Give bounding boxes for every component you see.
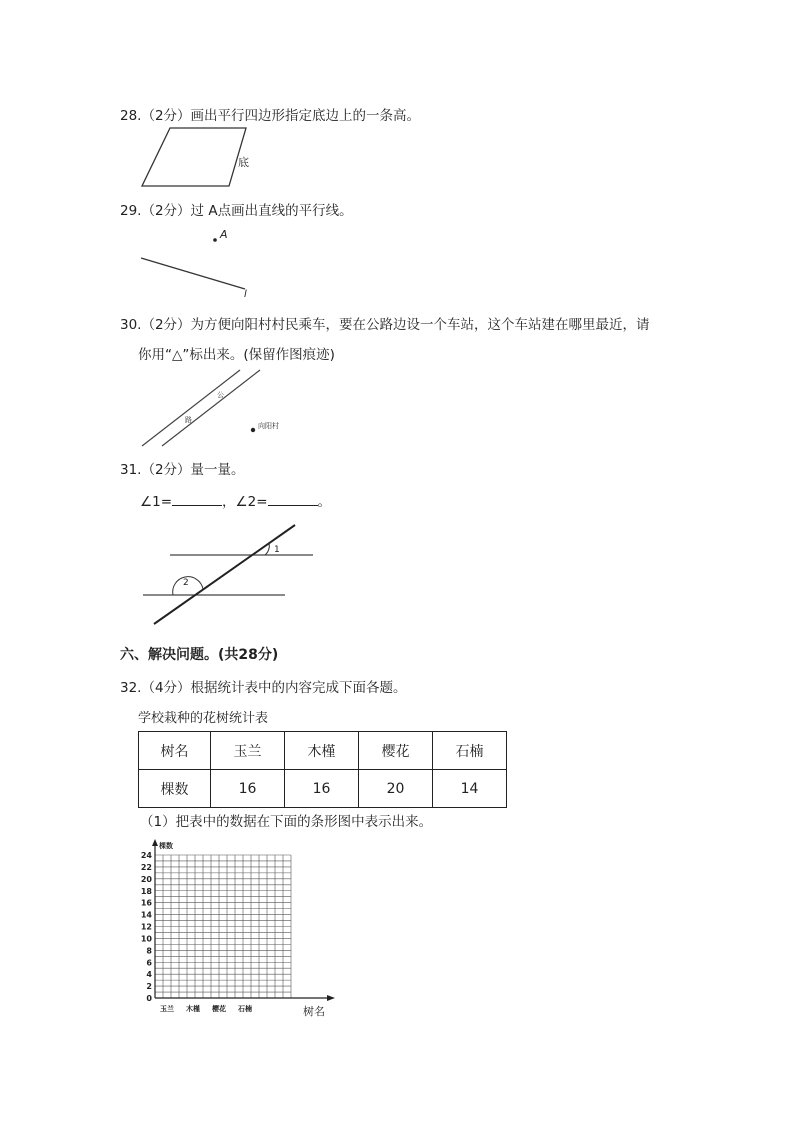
x-category-label: 玉兰 <box>160 1005 174 1013</box>
parallelogram-base-label: 底 <box>238 156 249 169</box>
road-village-figure <box>135 366 305 452</box>
table-cell: 棵数 <box>139 770 211 808</box>
point-a <box>213 238 217 242</box>
angle2-answer-blank[interactable] <box>268 493 318 506</box>
table-cell: 14 <box>433 770 507 808</box>
x-category-label: 樱花 <box>212 1005 226 1013</box>
y-axis-title: 棵数 <box>159 842 173 850</box>
x-axis-title: 树名 <box>303 1005 325 1018</box>
q30-text-line1: 30.（2分）为方便向阳村村民乘车，要在公路边设一个车站，这个车站建在哪里最近，请 <box>120 317 650 333</box>
parallelogram-figure <box>135 122 265 192</box>
q28-text: 28.（2分）画出平行四边形指定底边上的一条高。 <box>120 108 421 124</box>
y-axis-arrow <box>152 839 158 846</box>
angle1-prefix: ∠1= <box>140 494 173 510</box>
table-cell: 木槿 <box>285 732 359 770</box>
q32-text: 32.（4分）根据统计表中的内容完成下面各题。 <box>120 680 407 696</box>
point-a-label: A <box>220 228 228 241</box>
table-cell: 石楠 <box>433 732 507 770</box>
angle2-prefix: ∠2= <box>235 494 268 510</box>
answer-separator: ， <box>222 494 236 510</box>
y-tick-label: 20 <box>140 874 152 884</box>
q30-text-line2: 你用“△”标出来。(保留作图痕迹) <box>138 347 335 363</box>
line-l-label: l <box>244 289 247 300</box>
answer-end: 。 <box>317 494 332 510</box>
y-tick-label: 2 <box>146 982 152 992</box>
stat-table-title: 学校栽种的花树统计表 <box>138 711 269 726</box>
road-edge-2 <box>162 370 260 446</box>
village-label: 向阳村 <box>258 422 279 430</box>
y-tick-label: 24 <box>140 851 152 860</box>
y-tick-label: 10 <box>140 934 152 944</box>
x-category-label: 木槿 <box>186 1005 200 1013</box>
section-6-title: 六、解决问题。(共28分) <box>120 647 279 663</box>
y-tick-label: 4 <box>146 970 152 980</box>
line-point-figure <box>135 225 265 300</box>
y-tick-label: 14 <box>140 910 152 920</box>
y-tick-label: 6 <box>146 958 152 968</box>
x-axis-arrow <box>327 995 335 1001</box>
table-cell: 玉兰 <box>211 732 285 770</box>
y-tick-label: 16 <box>140 898 152 908</box>
angle-figure <box>135 518 335 630</box>
line-l <box>141 258 245 289</box>
angle1-answer-blank[interactable] <box>172 493 222 506</box>
q31-answer-line <box>140 490 331 510</box>
stat-table <box>138 731 507 808</box>
x-category-label: 石楠 <box>238 1005 252 1013</box>
table-cell: 16 <box>285 770 359 808</box>
y-tick-label: 12 <box>140 922 152 932</box>
road-label-char2: 路 <box>185 416 192 424</box>
table-cell: 20 <box>359 770 433 808</box>
village-point <box>251 428 255 432</box>
q29-text: 29.（2分）过 A点画出直线的平行线。 <box>120 203 353 219</box>
table-cell: 树名 <box>139 732 211 770</box>
y-tick-label: 0 <box>146 994 152 1003</box>
parallelogram-shape <box>142 128 246 186</box>
y-tick-label: 8 <box>146 946 152 956</box>
table-cell: 樱花 <box>359 732 433 770</box>
road-label-char1: 公 <box>217 391 224 399</box>
transversal-line <box>154 525 295 624</box>
q31-text: 31.（2分）量一量。 <box>120 462 245 478</box>
table-cell: 16 <box>211 770 285 808</box>
q32-sub1-text: （1）把表中的数据在下面的条形图中表示出来。 <box>140 814 433 830</box>
angle2-label: 2 <box>183 578 189 588</box>
table-row <box>139 770 507 808</box>
y-tick-label: 22 <box>140 862 152 872</box>
bar-chart <box>125 836 350 1018</box>
y-tick-label: 18 <box>140 886 152 896</box>
road-edge-1 <box>142 370 240 446</box>
angle1-label: 1 <box>274 545 280 555</box>
table-row <box>139 732 507 770</box>
